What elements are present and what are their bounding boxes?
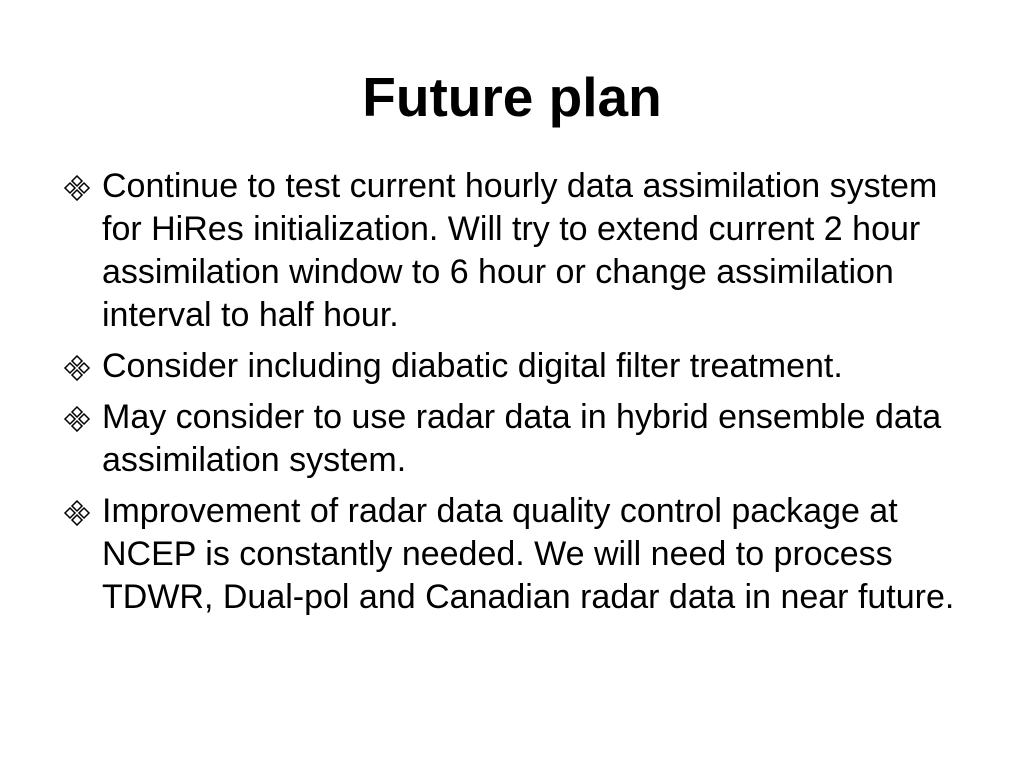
bullet-item <box>62 396 962 482</box>
bullet-list <box>62 165 962 627</box>
bullet-text: May consider to use radar data in hybrid ensemble data assimilation system. <box>102 398 942 479</box>
diamond-bullet-icon <box>62 406 92 432</box>
diamond-bullet-icon <box>62 175 92 201</box>
bullet-item <box>62 165 962 337</box>
diamond-bullet-icon <box>62 500 92 526</box>
bullet-text: Consider including diabatic digital filter treatment. <box>102 347 843 385</box>
slide-title: Future plan <box>362 66 662 128</box>
diamond-bullet-icon <box>62 355 92 381</box>
bullet-item <box>62 345 962 388</box>
bullet-item <box>62 490 962 619</box>
bullet-text: Continue to test current hourly data assimilation system for HiRes initialization. Will try to extend current 2 hour assimilation window to 6 hour or change assimilation interval to half hour. <box>102 167 938 334</box>
bullet-text: Improvement of radar data quality control package at NCEP is constantly needed. We will need to process TDWR, Dual-pol and Canadian radar data in near future. <box>102 492 955 616</box>
